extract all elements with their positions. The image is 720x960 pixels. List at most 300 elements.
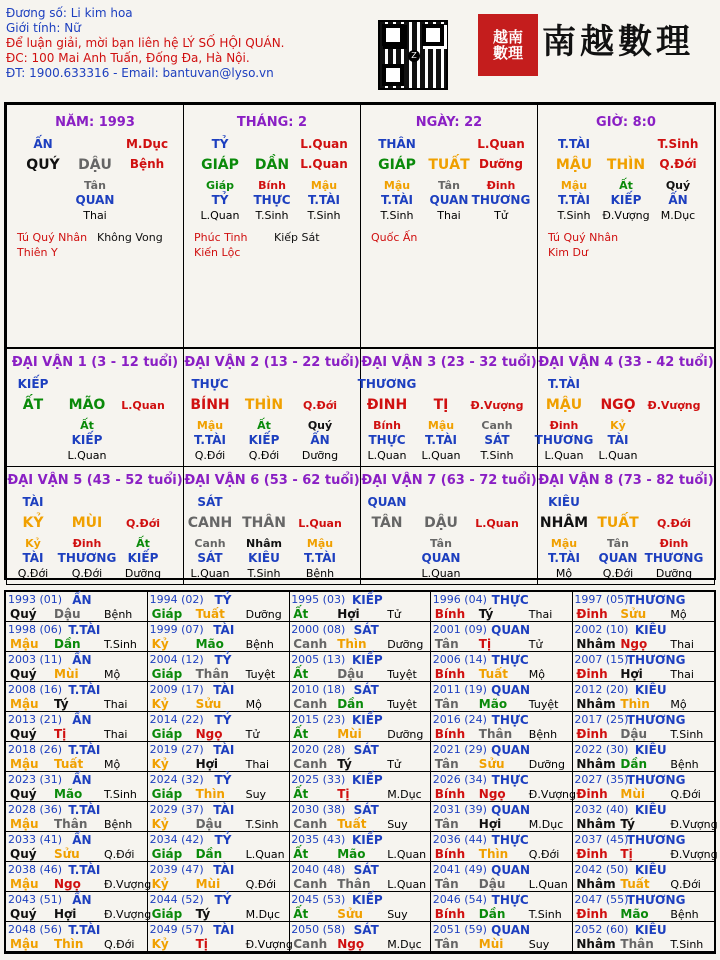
year-phase: Tử [245,728,260,741]
year-label: 1996 (04) [432,593,487,606]
year-phase: Thai [528,608,553,621]
year-cell [6,772,148,802]
year-phase: M.Dục [387,938,422,951]
branch-phase: Dưỡng [479,157,523,171]
year-cell [148,802,290,832]
year-branch: Hợi [620,667,643,681]
year-ten-god: T.TÀI [68,683,101,697]
year-cell [6,832,148,862]
year-branch: Thân [478,727,513,741]
year-label: 2003 (11) [8,653,63,666]
hidden-ten-god: THƯƠNG [471,193,531,207]
stem-phase: T.Sinh [657,137,699,151]
year-cell [572,712,714,742]
owner-name: Đương số: Li kim hoa [6,6,133,20]
year-stem: Mậu [10,937,39,951]
luck-stem: ẤT [22,397,44,413]
year-label: 2021 (29) [432,743,487,756]
year-label: 2037 (45) [574,833,629,846]
hidden-stem: Kỷ [610,419,626,432]
year-stem: Tân [434,757,459,771]
hidden-stem: Mậu [560,179,588,192]
year-label: 1993 (01) [8,593,63,606]
hidden-stem: Tân [430,537,452,550]
year-phase: Đ.Vượng [104,908,152,921]
year-ten-god: TỶ [214,713,232,727]
year-phase: Tử [528,638,543,651]
year-ten-god: T.TÀI [68,623,101,637]
year-cell [572,652,714,682]
special-star: Không Vong [97,231,163,244]
luck-cycle-cell [6,348,184,467]
year-label: 2040 (48) [291,863,346,876]
year-cell [6,892,152,922]
year-phase: Tuyệt [387,668,417,681]
year-cell [572,832,718,862]
year-ten-god: ẤN [72,653,92,667]
year-ten-god: KIẾP [351,773,383,787]
year-stem: Ất [293,727,309,741]
year-branch: Mão [54,787,83,801]
hidden-phase: Dưỡng [655,567,693,580]
year-ten-god: SÁT [353,623,379,637]
year-ten-god: KIÊU [634,923,667,937]
year-stem: Nhâm [576,697,616,711]
year-stem: Quý [10,787,37,801]
year-branch: Hợi [195,757,218,771]
year-branch: Mùi [620,787,645,801]
year-stem: Ất [293,847,309,861]
year-phase: Suy [387,908,408,921]
year-phase: Q.Đới [245,878,277,891]
year-phase: Đ.Vượng [245,938,293,951]
year-ten-god: TÀI [213,623,235,637]
year-phase: L.Quan [528,878,568,891]
year-cell [148,832,290,862]
luck-cycle-cell [183,466,361,585]
hidden-phase: T.Sinh [255,209,289,222]
year-phase: M.Dục [387,788,422,801]
year-stem: Bính [434,727,466,741]
year-ten-god: KIẾP [351,593,383,607]
year-ten-god: THƯƠNG [626,713,686,727]
year-branch: Sửu [54,847,80,861]
year-stem: Giáp [151,787,183,801]
year-ten-god: THƯƠNG [626,773,686,787]
heavenly-stem: GIÁP [201,157,239,173]
year-ten-god: THƯƠNG [626,893,686,907]
hidden-ten-god: T.TÀI [425,433,457,447]
year-cell [572,772,714,802]
hidden-stem: Tân [438,179,460,192]
year-cell [289,592,431,622]
ten-god-label: ẤN [33,137,53,151]
heavenly-stem: GIÁP [378,157,416,173]
luck-cycle-cell [360,466,538,585]
hidden-phase: T.Sinh [380,209,414,222]
stem-phase: M.Dục [125,137,169,151]
year-label: 2034 (42) [149,833,204,846]
year-cell [289,742,431,772]
year-label: 2014 (22) [149,713,204,726]
phone-email: ĐT: 1900.633316 - Email: bantuvan@lyso.vn [6,66,274,80]
year-ten-god: TỶ [214,893,232,907]
hidden-ten-god: T.TÀI [381,193,413,207]
year-cell [572,802,718,832]
hidden-phase: Bệnh [305,567,335,580]
luck-phase: Đ.Vượng [647,399,701,412]
hidden-stem: Ất [80,419,94,432]
earthly-branch: TUẤT [428,157,470,173]
year-branch: Mùi [54,667,79,681]
year-cell [431,592,573,622]
hidden-phase: T.Sinh [307,209,341,222]
earthly-branch: DẦN [254,157,290,173]
hidden-ten-god: SÁT [197,551,223,565]
year-ten-god: THỰC [491,713,529,727]
year-phase: Bệnh [104,608,133,621]
luck-branch: TỊ [433,397,449,413]
year-branch: Hợi [54,907,77,921]
hidden-ten-god: KIẾP [610,193,642,207]
year-ten-god: QUAN [491,743,531,757]
hidden-stem: Ất [619,179,633,192]
year-cell [148,712,290,742]
year-cell [6,592,148,622]
hidden-stem: Đinh [486,179,516,192]
stem-phase: L.Quan [477,137,525,151]
year-stem: Nhâm [576,877,616,891]
year-cell [148,592,290,622]
year-stem: Đinh [576,907,608,921]
year-cell [289,802,431,832]
year-stem: Quý [10,847,37,861]
year-ten-god: KIÊU [634,623,667,637]
year-phase: Mộ [245,698,262,711]
luck-ten-god: SÁT [197,495,223,509]
hidden-phase: Dưỡng [124,567,162,580]
year-cell [431,772,576,802]
hidden-stem: Đinh [72,537,102,550]
hidden-phase: L.Quan [67,449,107,462]
luck-branch: NGỌ [600,397,636,413]
hidden-phase: L.Quan [421,567,461,580]
year-branch: Ngọ [195,727,223,741]
luck-stem: NHÂM [539,515,589,531]
year-label: 2001 (09) [432,623,487,636]
year-label: 2035 (43) [291,833,346,846]
year-label: 2045 (53) [291,893,346,906]
luck-title: ĐẠI VẬN 2 (13 - 22 tuổi) [184,355,360,370]
hidden-ten-god: QUAN [75,193,115,207]
year-phase: Tuyệt [387,698,417,711]
year-ten-god: SÁT [353,863,379,877]
year-label: 2030 (38) [291,803,346,816]
hidden-stem: Đinh [659,537,689,550]
hidden-phase: L.Quan [200,209,240,222]
year-label: 1995 (03) [291,593,346,606]
year-ten-god: TỶ [214,833,232,847]
seal-logo: 越南 數理 [478,14,538,76]
year-cell [431,922,573,952]
year-branch: Dần [620,757,647,771]
year-stem: Nhâm [576,637,616,651]
special-star: Kim Dư [548,246,588,259]
year-phase: L.Quan [387,848,427,861]
hidden-ten-god: TỶ [211,193,229,207]
pillar-title: NGÀY: 22 [415,115,483,130]
year-phase: L.Quan [387,878,427,891]
year-ten-god: ẤN [72,713,92,727]
year-cell [6,802,148,832]
year-phase: Q.Đới [670,788,701,801]
year-label: 1998 (06) [8,623,63,636]
year-ten-god: THƯƠNG [626,653,686,667]
year-label: 2041 (49) [432,863,487,876]
year-branch: Mùi [337,727,362,741]
year-ten-god: KIÊU [634,683,667,697]
year-ten-god: THỰC [491,653,529,667]
year-phase: Q.Đới [104,848,135,861]
year-phase: Suy [528,938,550,951]
hidden-phase: L.Quan [421,449,461,462]
gender: Giới tính: Nữ [6,21,81,35]
hidden-phase: Q.Đới [71,567,103,580]
hidden-ten-god: TÀI [22,551,44,565]
year-stem: Mậu [10,757,39,771]
year-stem: Tân [434,937,459,951]
luck-phase: L.Quan [121,399,165,412]
year-label: 2018 (26) [8,743,63,756]
year-label: 2025 (33) [291,773,346,786]
hidden-ten-god: KIÊU [248,551,280,565]
hidden-stem: Ất [257,419,271,432]
hidden-ten-god: THỰC [368,433,406,447]
luck-phase: L.Quan [298,517,342,530]
hidden-ten-god: TÀI [607,433,629,447]
year-cell [289,652,431,682]
year-stem: Đinh [576,787,608,801]
year-ten-god: THỰC [491,833,529,847]
year-branch: Dậu [195,817,223,831]
year-branch: Hợi [337,607,360,621]
year-branch: Thìn [478,847,509,861]
year-label: 2029 (37) [149,803,204,816]
luck-branch: DẬU [424,515,458,531]
pillar-title: THÁNG: 2 [236,115,308,130]
hidden-phase: L.Quan [190,567,230,580]
year-phase: Thai [104,698,128,711]
hidden-phase: Q.Đới [17,567,49,580]
year-phase: T.Sinh [245,818,279,831]
year-label: 2046 (54) [432,893,487,906]
luck-ten-god: QUAN [367,495,407,509]
luck-stem: BÍNH [190,397,230,413]
year-phase: Dưỡng [387,728,424,741]
hidden-stem: Mậu [427,419,455,432]
year-phase: Dưỡng [245,608,282,621]
year-cell [572,622,714,652]
luck-cycle-cell [6,466,184,585]
hidden-phase: Q.Đới [602,567,634,580]
year-phase: Thai [245,758,270,771]
hidden-ten-god: SÁT [484,433,510,447]
year-branch: Thân [620,937,654,951]
year-stem: Nhâm [576,757,616,771]
luck-phase: Đ.Vượng [470,399,524,412]
address: ĐC: 100 Mai Anh Tuấn, Đống Đa, Hà Nội. [6,51,250,65]
hidden-stem: Quý [665,179,691,192]
year-stem: Tân [434,697,459,711]
hidden-phase: Thai [83,209,107,222]
year-label: 2047 (55) [574,893,629,906]
year-cell [6,652,148,682]
luck-title: ĐẠI VẬN 6 (53 - 62 tuổi) [184,473,360,488]
year-branch: Tị [478,637,492,651]
year-phase: T.Sinh [670,938,704,951]
year-ten-god: THỰC [491,593,529,607]
year-stem: Tân [434,877,459,891]
year-label: 2050 (58) [291,923,346,936]
luck-cycle-cell [183,348,361,467]
year-phase: T.Sinh [104,638,137,651]
hidden-stem: Giáp [205,179,235,192]
hidden-stem: Mậu [550,537,578,550]
year-branch: Mão [195,637,224,651]
year-cell [572,592,714,622]
year-branch: Dậu [620,727,647,741]
year-stem: Giáp [151,607,183,621]
year-phase: Q.Đới [528,848,560,861]
year-ten-god: TỶ [214,773,232,787]
year-ten-god: KIÊU [634,803,667,817]
hidden-ten-god: THỰC [253,193,291,207]
year-ten-god: TỶ [214,593,232,607]
year-stem: Bính [434,907,466,921]
year-label: 2015 (23) [291,713,346,726]
year-label: 2010 (18) [291,683,346,696]
year-ten-god: KIẾP [351,653,383,667]
hidden-ten-god: T.TÀI [548,551,580,565]
luck-branch: MÙI [71,515,103,531]
hidden-phase: Dưỡng [301,449,339,462]
year-label: 2017 (25) [574,713,629,726]
luck-branch: TUẤT [597,515,639,531]
year-cell [289,682,431,712]
hidden-stem: Đinh [549,419,579,432]
year-branch: Sửu [478,757,505,771]
year-ten-god: THƯƠNG [626,593,686,607]
year-ten-god: THỰC [491,773,529,787]
special-star: Kiến Lộc [194,246,241,259]
year-phase: T.Sinh [670,728,704,741]
year-branch: Tị [337,787,350,801]
hidden-ten-god: QUAN [598,551,638,565]
year-ten-god: ẤN [72,773,92,787]
year-branch: Tuất [195,607,225,621]
year-cell [148,922,293,952]
luck-ten-god: TÀI [22,495,44,509]
luck-title: ĐẠI VẬN 1 (3 - 12 tuổi) [11,355,179,370]
year-ten-god: KIẾP [351,893,383,907]
year-label: 2009 (17) [149,683,204,696]
year-label: 2005 (13) [291,653,346,666]
year-stem: Tân [434,637,459,651]
year-phase: Tử [387,608,401,621]
year-stem: Mậu [10,637,39,651]
year-branch: Dần [54,637,81,651]
year-stem: Quý [10,727,37,741]
hidden-phase: T.Sinh [247,567,281,580]
year-stem: Canh [293,637,328,651]
hidden-ten-god: THƯƠNG [644,551,704,565]
special-star: Phúc Tinh [194,231,248,244]
pillar-title: NĂM: 1993 [55,115,135,130]
year-label: 2007 (15) [574,653,629,666]
year-label: 2036 (44) [432,833,487,846]
year-label: 2051 (59) [432,923,487,936]
hidden-phase: T.Sinh [557,209,591,222]
year-cell [289,922,431,952]
year-stem: Kỷ [151,757,169,771]
year-stem: Kỷ [151,637,169,651]
year-ten-god: TÀI [213,803,235,817]
year-cell [148,772,290,802]
year-cell [431,742,573,772]
year-cell [289,622,431,652]
hidden-ten-god: QUAN [429,193,469,207]
year-phase: Mộ [670,608,687,621]
year-ten-god: THỰC [491,893,529,907]
year-label: 2038 (46) [8,863,63,876]
year-label: 2052 (60) [574,923,629,936]
year-phase: T.Sinh [104,788,137,801]
year-ten-god: ẤN [72,833,92,847]
year-stem: Canh [293,937,328,951]
year-label: 2020 (28) [291,743,346,756]
year-stem: Nhâm [576,817,616,831]
hidden-ten-god: T.TÀI [304,551,336,565]
year-phase: Thai [670,638,694,651]
year-branch: Sửu [195,697,222,711]
year-stem: Tân [434,817,459,831]
luck-stem: KỶ [22,515,44,531]
hidden-phase: L.Quan [544,449,584,462]
year-label: 2033 (41) [8,833,63,846]
year-cell [148,892,290,922]
year-stem: Quý [10,667,37,681]
luck-ten-god: KIẾP [17,377,49,391]
year-cell [289,772,431,802]
year-label: 2031 (39) [432,803,487,816]
hidden-ten-god: T.TÀI [194,433,226,447]
year-phase: Dưỡng [528,758,565,771]
hidden-ten-god: KIẾP [248,433,280,447]
year-branch: Mão [337,847,366,861]
brand-logo: 南越數理 [542,22,694,62]
year-branch: Sửu [337,907,363,921]
year-stem: Mậu [10,697,39,711]
year-stem: Kỷ [151,817,169,831]
year-cell [431,712,573,742]
year-label: 2016 (24) [432,713,487,726]
year-branch: Mão [478,697,508,711]
year-stem: Bính [434,667,466,681]
hidden-phase: Tử [494,209,508,222]
luck-cycle-cell [534,348,715,467]
year-phase: Thai [670,668,694,681]
year-branch: Tuất [478,667,509,681]
